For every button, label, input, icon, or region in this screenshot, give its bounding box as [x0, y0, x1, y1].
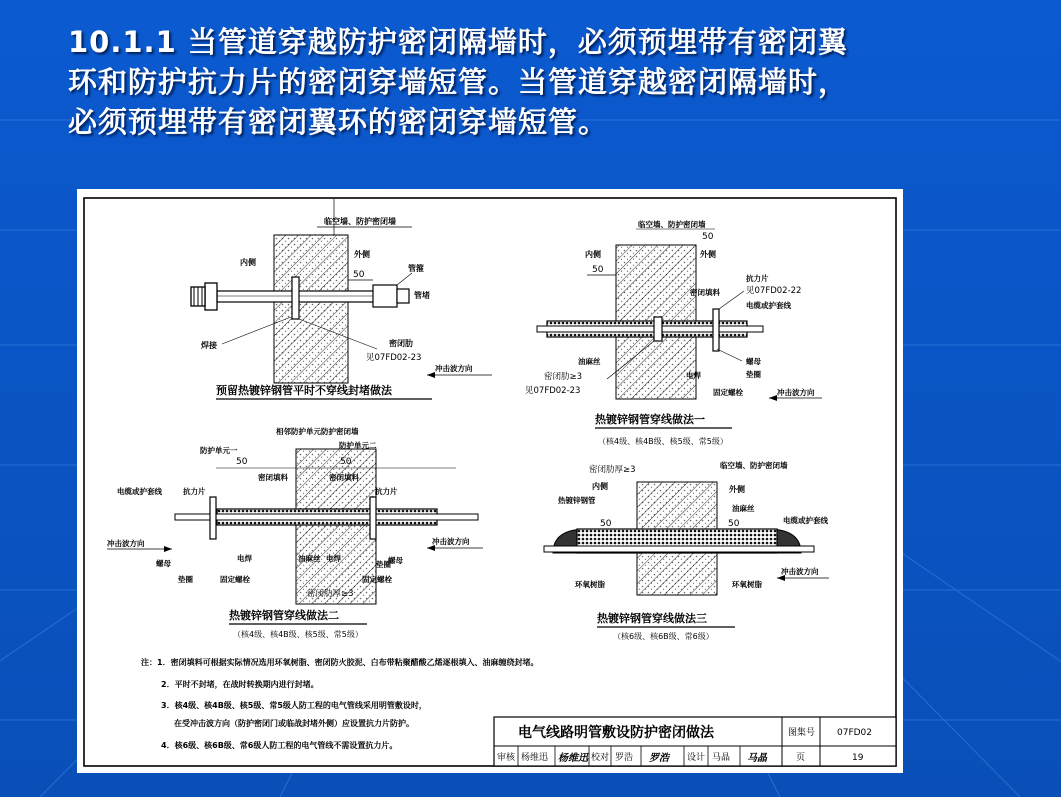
- fig3-dimension-b: 50: [340, 457, 352, 467]
- design-label: 设计: [687, 753, 706, 763]
- fig3-caption: 热镀锌钢管穿线做法二: [229, 609, 339, 622]
- fig4-wall-label: 临空墙、防护密闭墙: [720, 461, 788, 470]
- resistance-plate-left: [210, 497, 216, 539]
- drawing-title: 电气线路明管敷设防护密闭做法: [518, 725, 714, 741]
- fig3-grade: （核4级、核4B级、核5级、常5级）: [233, 630, 363, 639]
- fig2-inner-label: 内侧: [585, 250, 601, 259]
- fig2-rib-ref: 见07FD02-23: [525, 386, 581, 396]
- fig2-outer-label: 外侧: [700, 250, 716, 259]
- resistance-plate: [713, 309, 719, 351]
- figure-2-method-one: [525, 219, 822, 446]
- fig3-plate2-label: 抗力片: [375, 487, 398, 496]
- pipe-cap: [205, 283, 217, 310]
- resistance-plate-right: [370, 497, 376, 539]
- title-block: [494, 717, 896, 766]
- check-signature: 罗浩: [649, 753, 669, 764]
- fig3-weld1: 电焊: [237, 554, 252, 563]
- fig3-filler1: 密闭填料: [258, 473, 288, 482]
- fig4-hemp-label: 油麻丝: [732, 504, 755, 513]
- fig4-rib-thickness: 密闭肋厚≥3: [589, 465, 636, 475]
- fig2-nut-label: 螺母: [746, 357, 761, 366]
- fig3-washer1: 垫圈: [178, 575, 193, 584]
- sealing-rib: [292, 277, 299, 319]
- design-name: 马晶: [712, 753, 731, 763]
- drawing-canvas: [77, 189, 903, 773]
- fig3-bolt1: 固定螺栓: [220, 575, 250, 584]
- slide-title-line: 10.1.1 当管道穿越防护密闭隔墙时，必须预埋带有密闭翼: [68, 25, 848, 59]
- fig3-impact-right: 冲击波方向: [432, 537, 470, 546]
- atlas-label: 图集号: [788, 728, 816, 738]
- review-signature: 杨维迅: [558, 753, 588, 764]
- fig4-dimension-b: 50: [728, 519, 740, 529]
- note-line: 4．核6级、核6B级、常6级人防工程的电气管线不需设置抗力片。: [161, 741, 398, 750]
- fig1-dimension: 50: [353, 270, 365, 280]
- fig4-outer-label: 外侧: [729, 485, 745, 494]
- fig2-cable-label: 电缆或护套线: [746, 301, 791, 310]
- fig4-grade: （核6级、核6B级、常6级）: [613, 632, 714, 641]
- fig3-washer2: 垫圈: [376, 560, 391, 569]
- fig2-washer-label: 垫圈: [746, 370, 761, 379]
- fig3-weld2: 电焊: [326, 554, 341, 563]
- fig2-plate-ref: 见07FD02-22: [746, 286, 802, 296]
- review-name: 杨维迅: [521, 753, 549, 763]
- fig3-filler2: 密闭填料: [329, 473, 359, 482]
- fig3-nut1: 螺母: [156, 559, 171, 568]
- fig4-inner-label: 内侧: [592, 482, 608, 491]
- fig2-caption: 热镀锌钢管穿线做法一: [595, 413, 705, 426]
- fig4-cable-label: 电缆或护套线: [783, 516, 828, 525]
- fig2-hemp-label: 油麻丝: [578, 357, 601, 366]
- fig2-rib-thickness: 密闭肋≥3: [544, 372, 583, 382]
- fig1-weld-label: 焊接: [201, 341, 217, 350]
- note-line: 3．核4级、核4B级、核5级、常5级人防工程的电气管线采用明管敷设时，: [161, 701, 427, 710]
- fig2-plate-label: 抗力片: [746, 274, 769, 283]
- drawing-sheet: [77, 189, 903, 773]
- fig3-cable-label: 电缆或护套线: [117, 487, 162, 496]
- fig3-hemp: 油麻丝: [298, 554, 321, 563]
- fig1-ref-label: 见07FD02-23: [366, 353, 422, 363]
- fig1-impact-label: 冲击波方向: [435, 364, 473, 373]
- fig3-rib-thickness: 密闭肋厚≥3: [307, 589, 354, 599]
- fig4-resin-right: 环氧树脂: [732, 580, 762, 589]
- fig3-nut2: 螺母: [388, 556, 403, 565]
- fig3-impact-left: 冲击波方向: [107, 539, 145, 548]
- fig4-dimension-a: 50: [600, 519, 612, 529]
- cable: [544, 546, 814, 552]
- fig1-plug-label: 管堵: [414, 291, 430, 300]
- note-line: 注：1．密闭填料可根据实际情况选用环氧树脂、密闭防火胶泥、白布带粘聚醋酸乙烯逐根填入、油麻缠绕封堵。: [141, 658, 539, 667]
- design-signature: 马晶: [747, 753, 767, 764]
- slide-title-line: 环和防护抗力片的密闭穿墙短管。当管道穿越密闭隔墙时，: [68, 65, 849, 99]
- fig2-grade: （核4级、核4B级、核5级、常5级）: [598, 437, 728, 446]
- fig4-caption: 热镀锌钢管穿线做法三: [597, 612, 707, 625]
- slide-title-line: 必须预埋带有密闭翼环的密闭穿墙短管。: [68, 105, 609, 139]
- fig1-caption: 预留热镀锌钢管平时不穿线封堵做法: [216, 384, 392, 397]
- fig1-wall-label: 临空墙、防护密闭墙: [324, 217, 396, 226]
- note-line: 2．平时不封堵，在战时转换期内进行封堵。: [161, 680, 319, 689]
- check-label: 校对: [591, 753, 610, 763]
- note-line: 在受冲击波方向（防护密闭门或临战封堵外侧）应设置抗力片防护。: [174, 719, 414, 728]
- fig2-wall-label: 临空墙、防护密闭墙: [638, 220, 706, 229]
- fig4-resin-left: 环氧树脂: [575, 580, 605, 589]
- fig4-pipe-label: 热镀锌钢管: [558, 496, 596, 505]
- atlas-number: 07FD02: [837, 728, 873, 738]
- fig3-unit2: 防护单元二: [339, 441, 377, 450]
- slide-title: [68, 22, 1008, 142]
- fig2-dimension-a: 50: [702, 232, 714, 242]
- fig2-filler-label: 密闭填料: [690, 288, 720, 297]
- page-label: 页: [796, 753, 806, 763]
- fig3-dimension-a: 50: [236, 457, 248, 467]
- cable: [537, 326, 763, 332]
- fig3-bolt2: 固定螺栓: [362, 575, 392, 584]
- figure-1-plug-detail: [191, 199, 492, 399]
- check-name: 罗浩: [615, 753, 634, 763]
- fig1-rib-label: 密闭肋: [389, 339, 413, 348]
- fig3-wall-label: 相邻防护单元防护密闭墙: [276, 427, 359, 436]
- fig2-dimension-b: 50: [592, 265, 604, 275]
- fig1-outer-label: 外侧: [354, 250, 370, 259]
- review-label: 审核: [497, 753, 516, 763]
- fig2-weld-label: 电焊: [686, 371, 701, 380]
- figure-4-method-three: [544, 460, 829, 641]
- fig2-impact-label: 冲击波方向: [777, 388, 815, 397]
- fig4-impact-label: 冲击波方向: [781, 567, 819, 576]
- notes: [141, 657, 539, 750]
- fig2-bolt-label: 固定螺栓: [713, 388, 743, 397]
- fig1-cap-label: 管箍: [408, 264, 424, 273]
- fig3-plate-label: 抗力片: [183, 487, 206, 496]
- fig3-unit1: 防护单元一: [200, 446, 238, 455]
- fig1-inner-label: 内侧: [240, 258, 256, 267]
- cable: [175, 514, 478, 520]
- pipe-coupling: [373, 285, 397, 307]
- pipe-plug: [397, 289, 409, 303]
- figure-3-method-two: [107, 426, 483, 639]
- page-number: 19: [852, 753, 864, 763]
